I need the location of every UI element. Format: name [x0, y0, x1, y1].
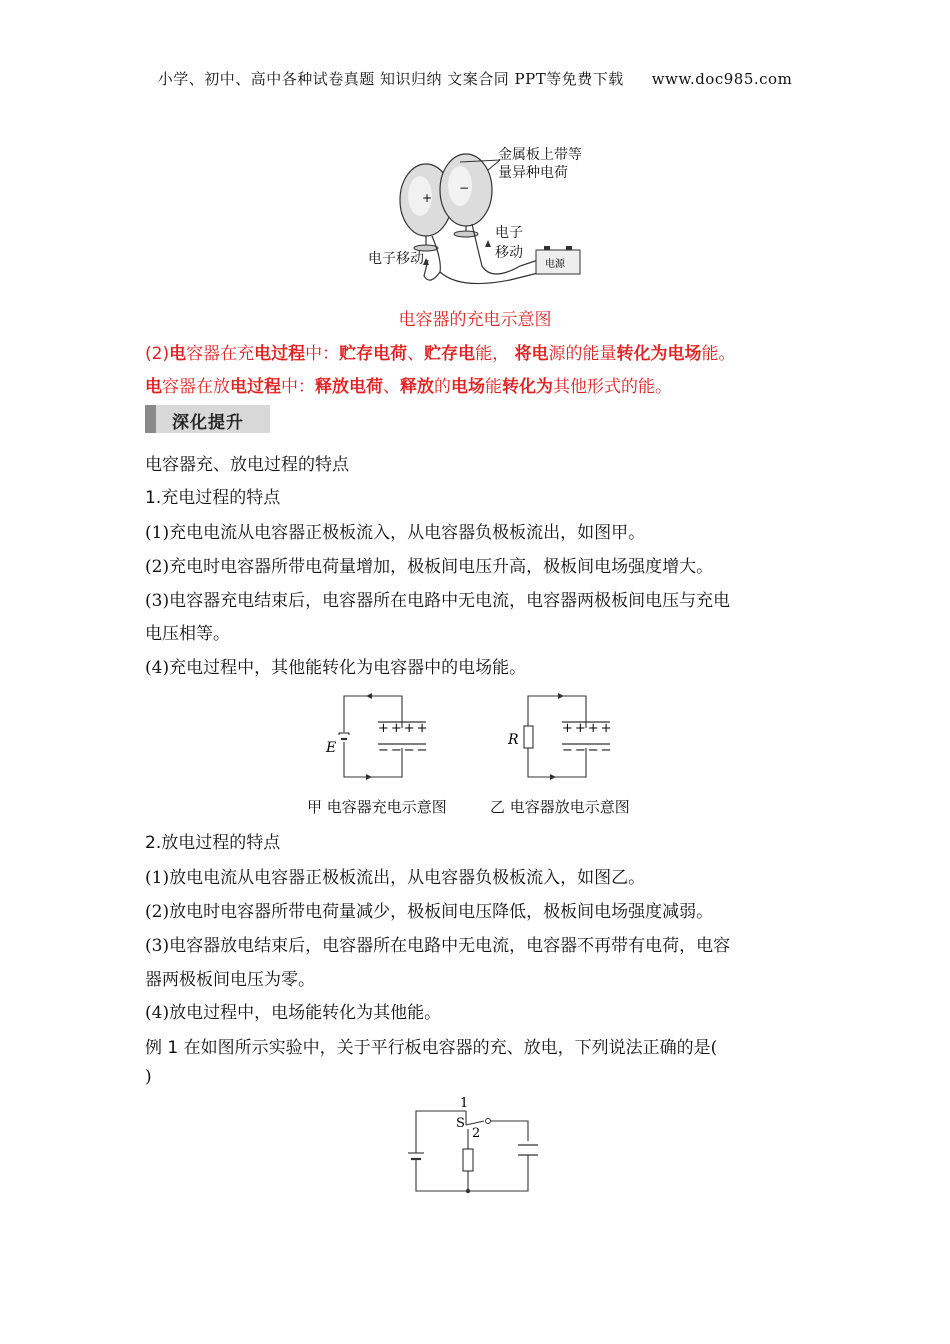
- switch-arm: [466, 1121, 484, 1125]
- part2-title: 2.放电过程的特点: [145, 833, 281, 853]
- minus-sign: −: [459, 181, 470, 195]
- label-R: R: [508, 732, 519, 748]
- part1-item-4: (4)充电过程中，其他能转化为电容器中的电场能。: [145, 658, 527, 678]
- plus-row-b: ++++: [562, 721, 614, 736]
- part1-item-2: (2)充电时电容器所带电荷量增加，极板间电压升高，极板间电场强度增大。: [145, 557, 714, 577]
- part1-title: 1.充电过程的特点: [145, 488, 281, 508]
- label-E: E: [326, 740, 337, 756]
- charging-circuit: [325, 693, 430, 780]
- page-header: [0, 68, 950, 89]
- example-circuit: [400, 1095, 550, 1205]
- switch-label: S: [456, 1116, 465, 1131]
- example-1: [145, 1033, 815, 1058]
- part2-item-2: (2)放电时电容器所带电荷量减少，极板间电压降低，极板间电场强度减弱。: [145, 902, 714, 922]
- plates-label: 金属板上带等 量异种电荷: [498, 147, 582, 181]
- discharging-circuit: [507, 693, 614, 780]
- right-electron-label: 电子 移动: [495, 225, 523, 261]
- switch-pos-1: 1: [460, 1096, 469, 1111]
- left-electron-label: 电子移动: [368, 251, 424, 267]
- red-line-2: 电容器在放电过程中：释放电荷、释放的电场能转化为其他形式的能。: [145, 377, 672, 397]
- part1-item-1: (1)充电电流从电容器正极板流入，从电容器负极板流出，如图甲。: [145, 523, 646, 543]
- example-text: 在如图所示实验中，关于平行板电容器的充、放电，下列说法正确的是(: [183, 1038, 718, 1058]
- switch-pos-2: 2: [472, 1126, 481, 1141]
- example-close-paren: ): [145, 1067, 152, 1087]
- part1-item-3-cont: 电压相等。: [145, 624, 230, 644]
- plus-row-a: ++++: [378, 721, 430, 736]
- header-url[interactable]: www.doc985.com: [651, 70, 793, 88]
- figure2-caption-b: 乙 电容器放电示意图: [490, 798, 630, 816]
- part2-item-3-cont: 器两极板间电压为零。: [145, 970, 315, 990]
- example-resistor: [463, 1149, 473, 1171]
- header-text: 小学、初中、高中各种试卷真题 知识归纳 文案合同 PPT等免费下载: [157, 70, 624, 88]
- section-title: 深化提升: [172, 413, 244, 433]
- plus-sign: +: [422, 191, 433, 205]
- section-heading-bar: [145, 405, 156, 433]
- example-label: 例 1: [145, 1038, 179, 1058]
- figure2-caption-a: 甲 电容器充电示意图: [307, 798, 447, 816]
- red-line-1: (2)电容器在充电过程中：贮存电荷、贮存电能， 将电源的能量转化为电场能。: [145, 344, 736, 364]
- figure1-caption: 电容器的充电示意图: [398, 310, 552, 330]
- part1-item-3: (3)电容器充电结束后，电容器所在电路中无电流，电容器两极板间电压与充电: [145, 591, 731, 611]
- circuit-figures: [320, 688, 640, 788]
- switch-contact-1: [486, 1119, 491, 1124]
- part2-item-3: (3)电容器放电结束后，电容器所在电路中无电流，电容器不再带有电荷，电容: [145, 936, 731, 956]
- minus-row-a: −−−−: [378, 743, 430, 758]
- part2-item-1: (1)放电电流从电容器正极板流出，从电容器负极板流入，如图乙。: [145, 868, 646, 888]
- minus-row-b: −−−−: [562, 743, 614, 758]
- resistor: [524, 726, 533, 748]
- part2-item-4: (4)放电过程中，电场能转化为其他能。: [145, 1003, 442, 1023]
- battery-label: 电源: [545, 259, 565, 270]
- section-subtitle: 电容器充、放电过程的特点: [145, 455, 349, 475]
